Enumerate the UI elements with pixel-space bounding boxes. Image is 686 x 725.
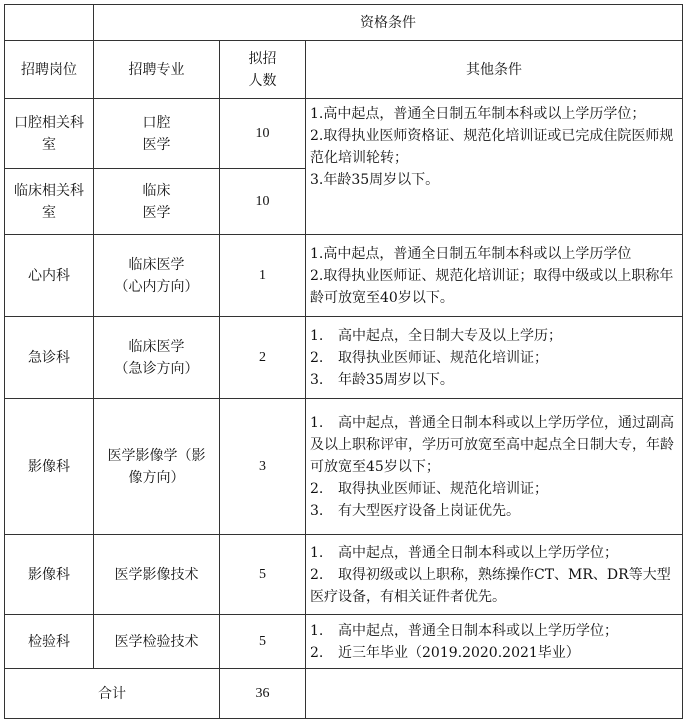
condition-line: 2.取得执业医师资格证、规范化培训证或已完成住院医师规范化培训轮转； <box>310 128 674 166</box>
position-cell: 检验科 <box>5 615 94 669</box>
major-line: 临床医学 <box>128 256 185 273</box>
table-row <box>5 99 683 169</box>
position-line: 室 <box>42 204 56 221</box>
condition-line: 1. 高中起点，全日制大专及以上学历； <box>310 327 562 344</box>
header-major: 招聘专业 <box>94 41 220 99</box>
condition-line: 2. 取得执业医师证、规范化培训证； <box>310 480 548 497</box>
header-row <box>5 41 683 99</box>
recruitment-table <box>4 4 683 719</box>
major-line: 临床 <box>142 182 171 199</box>
major-line: 医学 <box>142 136 171 153</box>
major-line: 医学影像学（影 <box>107 447 206 464</box>
total-label: 合计 <box>5 669 220 719</box>
shared-conditions-cell <box>306 99 683 235</box>
header-count-line1: 拟招 <box>248 50 277 67</box>
table-row <box>5 235 683 317</box>
count-cell: 2 <box>220 317 306 399</box>
group-header-cell: 资格条件 <box>94 5 683 41</box>
position-line: 口腔相关科 <box>14 114 84 131</box>
position-line: 临床相关科 <box>14 182 84 199</box>
major-line: （心内方向） <box>114 278 199 295</box>
header-count-line2: 人数 <box>248 72 277 89</box>
condition-line: 1.高中起点，普通全日制五年制本科或以上学历学位 <box>310 245 632 262</box>
major-cell: 医学影像技术 <box>94 535 220 615</box>
conditions-cell <box>306 535 683 615</box>
condition-line: 1. 高中起点，普通全日制本科或以上学历学位，通过副高及以上职称评审，学历可放宽至高中起点全日制大专，年龄可放宽至45岁以下； <box>310 414 674 475</box>
position-cell <box>5 169 94 235</box>
conditions-cell <box>306 399 683 535</box>
major-line: 临床医学 <box>128 338 185 355</box>
condition-line: 2. 近三年毕业（2019.2020.2021毕业） <box>310 644 580 661</box>
blank-corner-cell <box>5 5 94 41</box>
conditions-cell <box>306 317 683 399</box>
condition-line: 3.年龄35周岁以下。 <box>310 172 440 188</box>
count-cell: 1 <box>220 235 306 317</box>
table-row <box>5 615 683 669</box>
condition-line: 1. 高中起点，普通全日制本科或以上学历学位； <box>310 544 618 561</box>
total-blank-cell <box>306 669 683 719</box>
count-cell: 10 <box>220 169 306 235</box>
position-cell: 影像科 <box>5 535 94 615</box>
table-row <box>5 535 683 615</box>
position-cell: 影像科 <box>5 399 94 535</box>
header-count <box>220 41 306 99</box>
condition-line: 2. 取得执业医师证、规范化培训证； <box>310 349 548 366</box>
count-cell: 3 <box>220 399 306 535</box>
major-cell <box>94 169 220 235</box>
condition-line: 3. 有大型医疗设备上岗证优先。 <box>310 502 520 519</box>
table-row <box>5 399 683 535</box>
position-cell: 心内科 <box>5 235 94 317</box>
condition-line: 2. 取得初级或以上职称，熟练操作CT、MR、DR等大型医疗设备，有相关证件者优先。 <box>310 566 671 605</box>
major-cell <box>94 99 220 169</box>
major-cell <box>94 317 220 399</box>
count-cell: 5 <box>220 615 306 669</box>
major-cell <box>94 399 220 535</box>
major-line: 口腔 <box>142 114 171 131</box>
condition-line: 2.取得执业医师证、规范化培训证；取得中级或以上职称年龄可放宽至40岁以下。 <box>310 267 674 306</box>
table-row <box>5 317 683 399</box>
conditions-cell <box>306 235 683 317</box>
position-line: 室 <box>42 136 56 153</box>
condition-line: 1.高中起点，普通全日制五年制本科或以上学历学位； <box>310 106 646 122</box>
major-cell <box>94 235 220 317</box>
count-cell: 10 <box>220 99 306 169</box>
position-cell: 急诊科 <box>5 317 94 399</box>
header-position: 招聘岗位 <box>5 41 94 99</box>
header-other: 其他条件 <box>306 41 683 99</box>
major-line: （急诊方向） <box>114 360 199 377</box>
count-cell: 5 <box>220 535 306 615</box>
total-row <box>5 669 683 719</box>
major-cell: 医学检验技术 <box>94 615 220 669</box>
position-cell <box>5 99 94 169</box>
condition-line: 1. 高中起点，普通全日制本科或以上学历学位； <box>310 622 618 639</box>
conditions-cell <box>306 615 683 669</box>
major-line: 医学 <box>142 204 171 221</box>
major-line: 像方向） <box>128 469 185 486</box>
group-header-row <box>5 5 683 41</box>
total-count: 36 <box>220 669 306 719</box>
condition-line: 3. 年龄35周岁以下。 <box>310 371 454 388</box>
